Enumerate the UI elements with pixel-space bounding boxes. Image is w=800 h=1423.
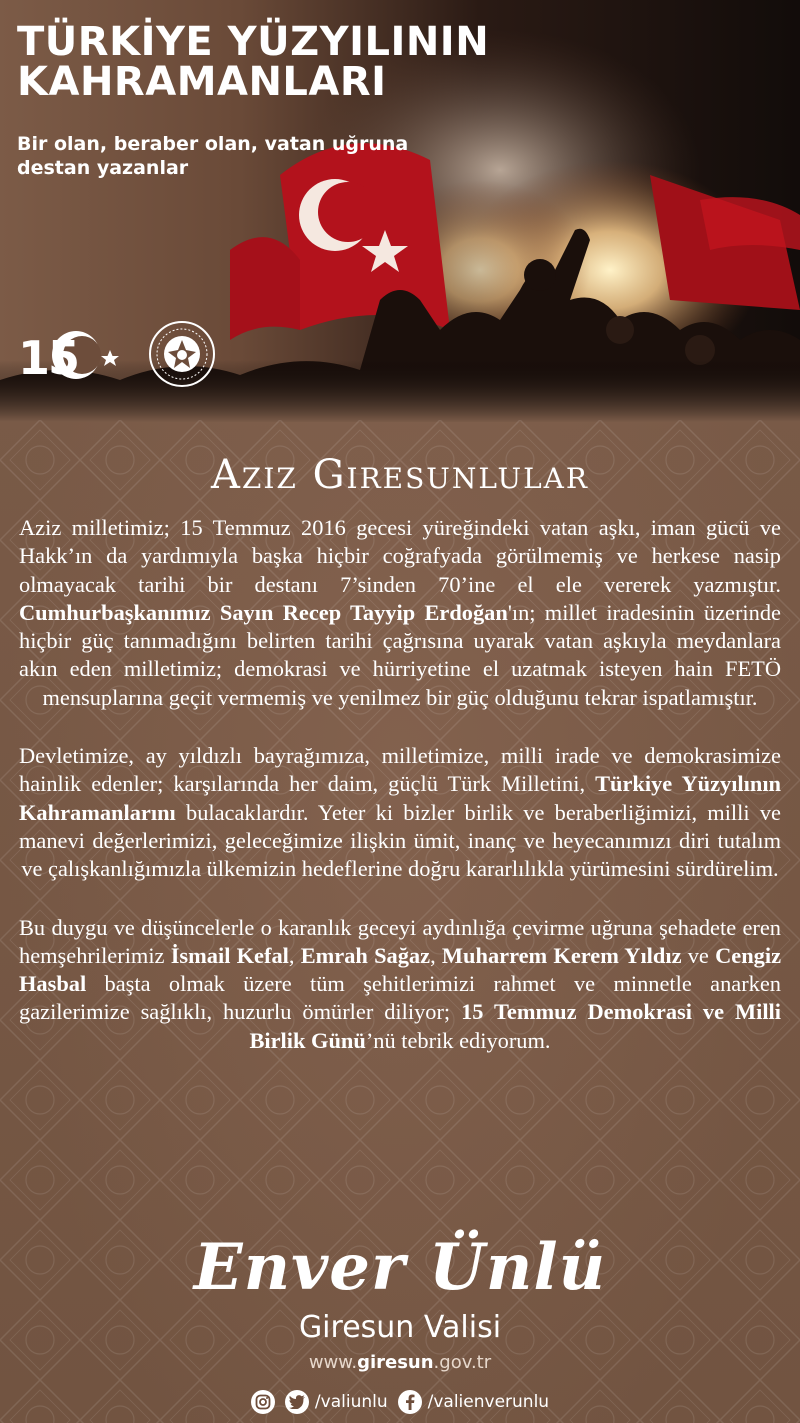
hero-banner bbox=[0, 0, 800, 422]
letter-body bbox=[19, 514, 781, 1085]
hero-subtitle: Bir olan, beraber olan, vatan uğruna destan yazanlar bbox=[17, 133, 409, 179]
bold-phrase: Türkiye Yüzyılının Kahramanlarını bbox=[19, 771, 781, 825]
paragraph-3: Bu duygu ve düşüncelerle o karanlık geceyi aydınlığa çevirme uğruna şehadete eren hemşehrilerimiz İsmail Kefal, Emrah Sağaz, Muharrem Kerem Yıldız ve Cengiz Hasbal başta olmak üzere tüm şehitlerimizi rahmet ve minnetle anarken gazilerimize sağlıklı, huzurlu ömürler diliyor; 15 Temmuz Demokrasi ve Milli Birlik Günü’nü tebrik ediyorum. bbox=[19, 914, 782, 1053]
bold-phrase: İsmail Kefal bbox=[170, 942, 289, 968]
paragraph-1: Aziz milletimiz; 15 Temmuz 2016 gecesi yüreğindeki vatan aşkı, iman gücü ve Hakk’ın da yardımıyla başka hiçbir coğrafyada görülmemiş ve herkese nasip olmayacak tarihi bir destanı 7’sinden 70’ine el ele vererek yazmıştır. Cumhurbaşkanımız Sayın Recep Tayyip Erdoğan'ın; millet iradesinin üzerinde hiçbir güç tanımadığını belirten tarihi çağrısına uyarak vatan aşkıyla meydanlara akın eden milletimiz; demokrasi ve hürriyetine el uzatmak isteyen hain FETÖ mensuplarına geçit vermemiş ve yenilmez bir güç olduğunu tekrar ispatlamıştır. bbox=[19, 515, 781, 710]
15-temmuz-logo bbox=[18, 322, 122, 388]
giresun-valiligi-seal-icon bbox=[148, 320, 216, 388]
url-main: giresun bbox=[357, 1352, 434, 1373]
bold-phrase: Cumhurbaşkanımız Sayın Recep Tayyip Erdoğan bbox=[19, 599, 508, 625]
paragraph-2: Devletimize, ay yıldızlı bayrağımıza, milletimize, milli irade ve demokrasimize hainlik edenler; karşılarında her daim, güçlü Türk Milletini, Türkiye Yüzyılının Kahramanlarını bulacaklardır. Yeter ki bizler birlik ve beraberliğimizi, milli ve manevi değerlerimizi, geleceğimize ilişkin ümit, inanç ve heyecanımızı diri tutalım ve çalışkanlığımızla ülkemizin hedeflerine doğru kararlılıkla yürümesini sürdürelim. bbox=[19, 743, 781, 882]
website-link[interactable] bbox=[0, 1352, 800, 1374]
logo-number: 1 bbox=[18, 331, 51, 385]
social-links bbox=[0, 1390, 800, 1414]
hero-title: TÜRKİYE YÜZYILININ KAHRAMANLARI bbox=[17, 19, 490, 105]
url-prefix: www. bbox=[308, 1352, 358, 1373]
url-suffix: .gov.tr bbox=[433, 1352, 492, 1373]
signature-title: Giresun Valisi bbox=[298, 1310, 502, 1345]
bold-phrase: Muharrem Kerem Yıldız bbox=[441, 942, 682, 968]
bold-phrase: Cengiz Hasbal bbox=[19, 942, 782, 997]
twitter-icon bbox=[285, 1390, 309, 1414]
twitter-link[interactable] bbox=[285, 1390, 388, 1414]
bold-phrase: 15 Temmuz Demokrasi ve Milli Birlik Günü bbox=[249, 999, 781, 1053]
letter-heading: Aziz Giresunlular bbox=[211, 452, 589, 498]
svg-text:5: 5 bbox=[48, 331, 81, 385]
facebook-handle: /valienverunlu bbox=[427, 1392, 550, 1412]
signature-name: Enver Ünlü bbox=[193, 1230, 607, 1305]
facebook-icon bbox=[398, 1390, 422, 1414]
twitter-handle: /valiunlu bbox=[314, 1392, 388, 1412]
facebook-link[interactable] bbox=[398, 1390, 549, 1414]
bold-phrase: Emrah Sağaz bbox=[300, 942, 431, 968]
instagram-icon[interactable] bbox=[251, 1390, 275, 1414]
